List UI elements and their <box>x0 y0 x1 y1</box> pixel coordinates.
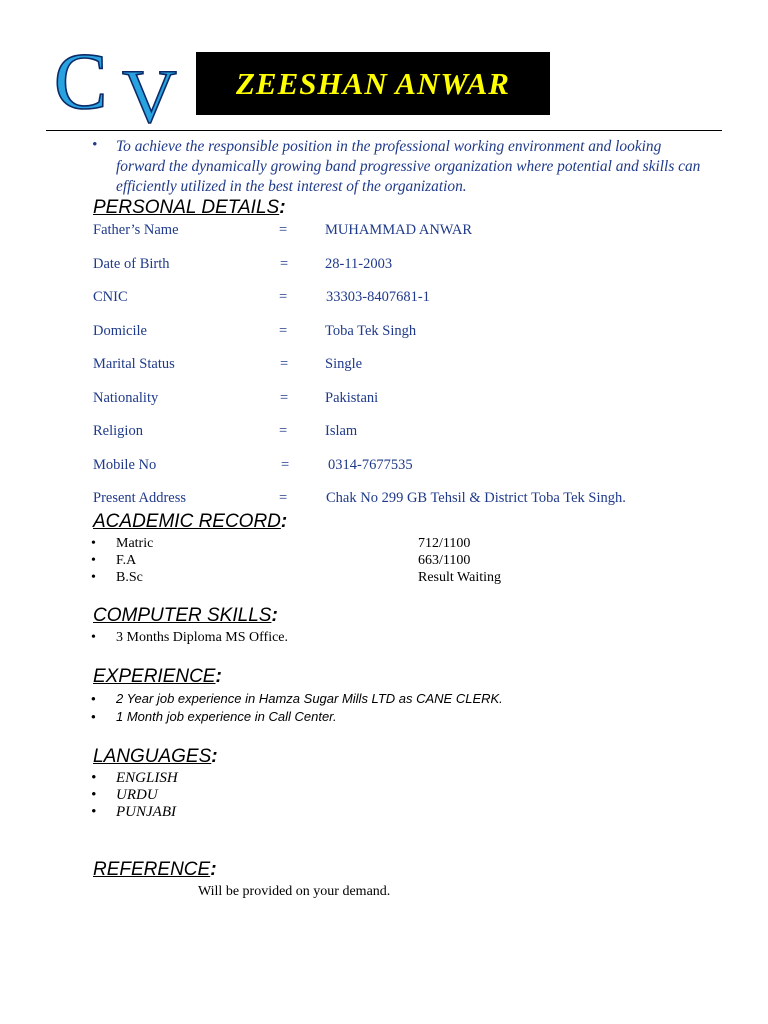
bullet-icon: • <box>91 570 96 585</box>
bullet-icon: • <box>91 804 97 820</box>
bullet-icon: • <box>91 630 96 645</box>
language-text: PUNJABI <box>116 804 176 820</box>
cv-logo-c: C <box>54 38 108 124</box>
personal-detail-equals: = <box>280 390 289 406</box>
header-divider <box>46 130 722 131</box>
degree-name: F.A <box>116 553 137 568</box>
bullet-icon: • <box>91 553 96 568</box>
experience-text: 2 Year job experience in Hamza Sugar Mills LTD as CANE CLERK. <box>116 691 503 706</box>
personal-detail-equals: = <box>280 256 289 272</box>
list-item <box>91 709 611 727</box>
bullet-icon: • <box>92 137 98 153</box>
personal-detail-label: Mobile No <box>93 457 157 473</box>
personal-detail-value: 0314-7677535 <box>328 457 413 473</box>
personal-detail-label: Domicile <box>93 323 147 339</box>
language-text: ENGLISH <box>116 770 178 786</box>
personal-detail-label: Nationality <box>93 390 159 406</box>
experience-heading: EXPERIENCE: <box>93 666 222 687</box>
reference-text: Will be provided on your demand. <box>198 884 391 899</box>
objective-block <box>92 137 712 197</box>
list-item <box>91 691 611 709</box>
personal-detail-value: Islam <box>325 423 358 439</box>
degree-marks: 663/1100 <box>418 553 471 568</box>
list-item <box>91 804 611 821</box>
candidate-name: ZEESHAN ANWAR <box>236 66 510 101</box>
list-item <box>91 770 611 787</box>
personal-detail-equals: = <box>279 289 288 305</box>
languages-list <box>91 770 611 821</box>
personal-detail-equals: = <box>279 423 288 439</box>
languages-heading: LANGUAGES: <box>93 746 218 767</box>
personal-detail-value: Pakistani <box>325 390 379 406</box>
personal-detail-equals: = <box>280 356 289 372</box>
academic-record-heading: ACADEMIC RECORD: <box>93 511 288 532</box>
list-item <box>91 553 611 570</box>
degree-marks: 712/1100 <box>418 536 471 551</box>
personal-detail-value: 33303-8407681-1 <box>326 289 430 305</box>
computer-skills-list <box>91 630 611 647</box>
list-item <box>91 630 611 647</box>
cv-logo <box>52 34 182 124</box>
personal-detail-label: Date of Birth <box>93 256 170 272</box>
bullet-icon: • <box>91 709 96 724</box>
objective-text: To achieve the responsible position in the professional working environment and looking forward the dynamically growing band progressive organization where potential and skills can efficiently utilized in the best interest of the organization. <box>116 138 701 195</box>
bullet-icon: • <box>91 770 97 786</box>
cv-logo-v: V <box>122 55 177 124</box>
personal-detail-value: Chak No 299 GB Tehsil & District Toba Tek Singh. <box>326 490 626 506</box>
personal-detail-value: 28-11-2003 <box>325 256 393 272</box>
personal-detail-label: Marital Status <box>93 356 175 372</box>
personal-detail-value: Toba Tek Singh <box>325 323 417 339</box>
personal-detail-value: Single <box>325 356 363 372</box>
degree-name: B.Sc <box>116 570 143 585</box>
personal-detail-value: MUHAMMAD ANWAR <box>325 222 473 238</box>
bullet-icon: • <box>91 536 96 551</box>
personal-detail-equals: = <box>279 323 288 339</box>
bullet-icon: • <box>91 691 96 706</box>
personal-detail-label: CNIC <box>93 289 128 305</box>
experience-text: 1 Month job experience in Call Center. <box>116 709 337 724</box>
name-banner <box>196 52 550 115</box>
list-item <box>91 536 611 553</box>
experience-list <box>91 691 611 727</box>
list-item <box>91 787 611 804</box>
personal-detail-label: Religion <box>93 423 143 439</box>
bullet-icon: • <box>91 787 97 803</box>
reference-heading: REFERENCE: <box>93 859 217 880</box>
language-text: URDU <box>116 787 158 803</box>
degree-marks: Result Waiting <box>418 570 502 585</box>
computer-skills-heading: COMPUTER SKILLS: <box>93 605 278 626</box>
personal-details-heading: PERSONAL DETAILS: <box>93 197 286 218</box>
personal-detail-equals: = <box>281 457 290 473</box>
academic-record-list <box>91 536 611 587</box>
personal-detail-label: Present Address <box>93 490 187 506</box>
skill-text: 3 Months Diploma MS Office. <box>116 630 289 645</box>
personal-detail-equals: = <box>279 490 288 506</box>
personal-detail-label: Father’s Name <box>93 222 179 238</box>
degree-name: Matric <box>116 536 154 551</box>
personal-detail-equals: = <box>279 222 288 238</box>
list-item <box>91 570 611 587</box>
